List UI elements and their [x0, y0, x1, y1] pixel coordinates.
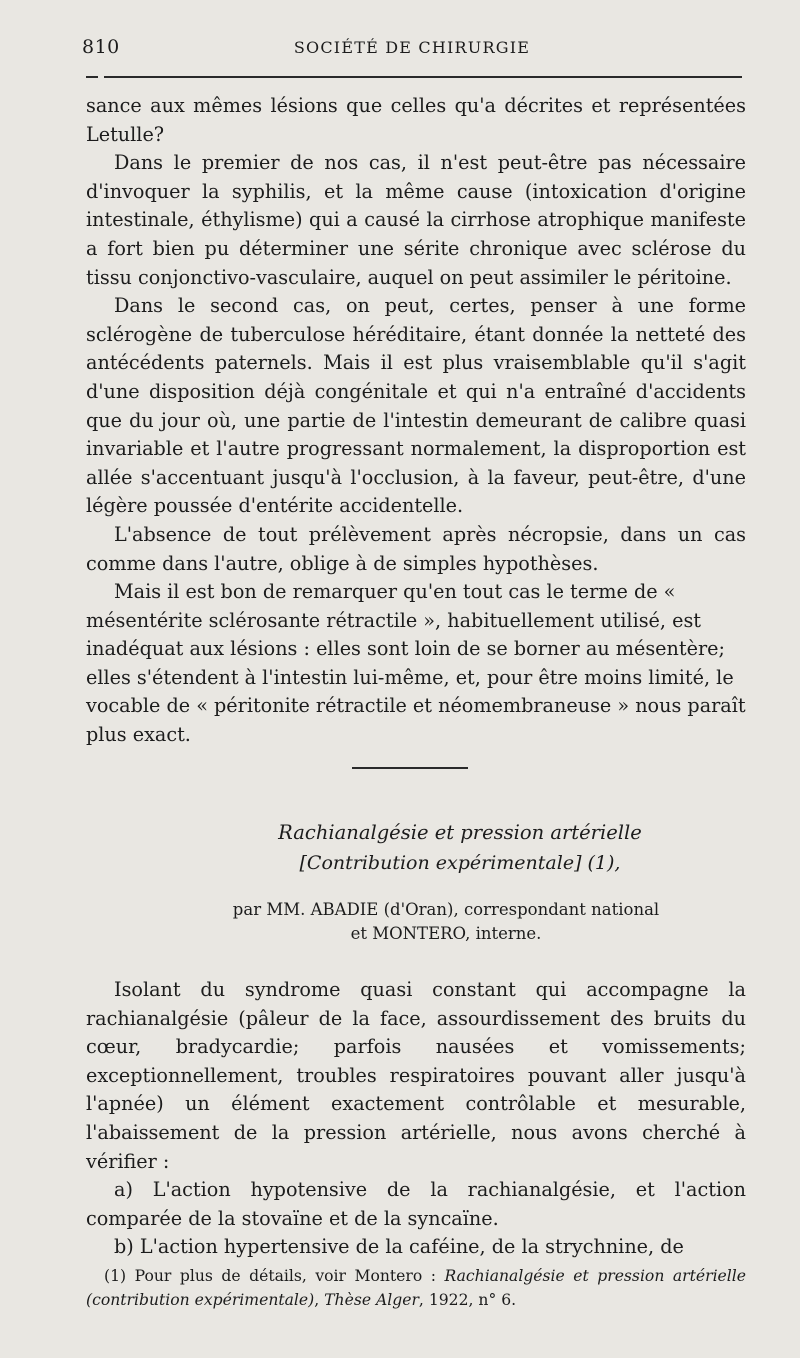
article-title: Rachianalgésie et pression artérielle	[278, 821, 642, 844]
paragraph: Isolant du syndrome quasi constant qui accompagne la rachianalgésie (pâleur de la face, assourdissement des bruits du cœur, bradycardie; parfois nausées et vomissements; exceptionnellement, troubles respiratoires pouvant aller jusqu'à l'apnée) un élément exactement contrôlable et mesurable, l'abaissement de la pression artérielle, nous avons cherché à vérifier :	[86, 978, 746, 1173]
footnote-sep: ,	[314, 1291, 325, 1309]
paragraph: Dans le second cas, on peut, certes, penser à une forme sclérogène de tuberculose héréditaire, étant donnée la netteté des antécédents paternels. Mais il est plus vraisemblable qu'il s'agit d'une disposition déjà congénitale et qui n'a entraîné d'accidents que du jour où, une partie de l'intestin demeurant de calibre quasi invariable et l'autre progressant normalement, la disproportion est allée s'accentuant jusqu'à l'occlusion, à la faveur, peut-être, d'une légère poussée d'entérite accidentelle.	[86, 294, 746, 518]
paragraph: Mais il est bon de remarquer qu'en tout cas le terme de « mésentérite sclérosante rétractile », habituellement utilisé, est inadéquat aux lésions : elles sont loin de se borner au mésentère; elles s'étendent à l'intestin lui-même, et, pour être moins limité, le vocable de « péritonite rétractile et néomembraneuse » nous paraît plus exact.	[86, 580, 746, 747]
paragraph-continuation: sance aux mêmes lésions que celles qu'a décrites et représentées Letulle?	[86, 94, 746, 146]
article-authors	[86, 898, 746, 946]
section-separator	[352, 767, 468, 769]
article-text	[86, 976, 746, 1262]
page-header	[82, 36, 742, 62]
header-rule	[104, 76, 742, 78]
article-heading	[86, 818, 746, 878]
page-number: 810	[82, 36, 120, 58]
footnote-source: Thèse Alger	[324, 1291, 419, 1309]
article-subtitle: [Contribution expérimentale] (1),	[299, 852, 621, 874]
list-item-a: a) L'action hypotensive de la rachianalgésie, et l'action comparée de la stovaïne et de la syncaïne.	[86, 1178, 746, 1230]
paragraph: L'absence de tout prélèvement après nécropsie, dans un cas comme dans l'autre, oblige à de simples hypothèses.	[86, 522, 746, 575]
authors-line: par MM. ABADIE (d'Oran), correspondant national	[232, 900, 660, 919]
list-item-b: b) L'action hypertensive de la caféine, de la strychnine, de	[114, 1235, 684, 1259]
footnote	[86, 1264, 746, 1312]
footnote-title: Rachianalgésie et pression artérielle (contribution expérimentale)	[86, 1267, 746, 1309]
running-head: SOCIÉTÉ DE CHIRURGIE	[293, 38, 531, 57]
header-rule-dash	[86, 76, 98, 78]
footnote-suffix: , 1922, n° 6.	[418, 1291, 517, 1309]
footnote-prefix: (1) Pour plus de détails, voir Montero :	[104, 1267, 445, 1285]
main-text	[86, 92, 746, 750]
paragraph: Dans le premier de nos cas, il n'est peut-être pas nécessaire d'invoquer la syphilis, et la même cause (intoxication d'origine intestinale, éthylisme) qui a causé la cirrhose atrophique manifeste a fort bien pu déterminer une sérite chronique avec sclérose du tissu conjonctivo-vasculaire, auquel on peut assimiler le péritoine.	[86, 151, 746, 289]
authors-line: et MONTERO, interne.	[350, 924, 542, 943]
